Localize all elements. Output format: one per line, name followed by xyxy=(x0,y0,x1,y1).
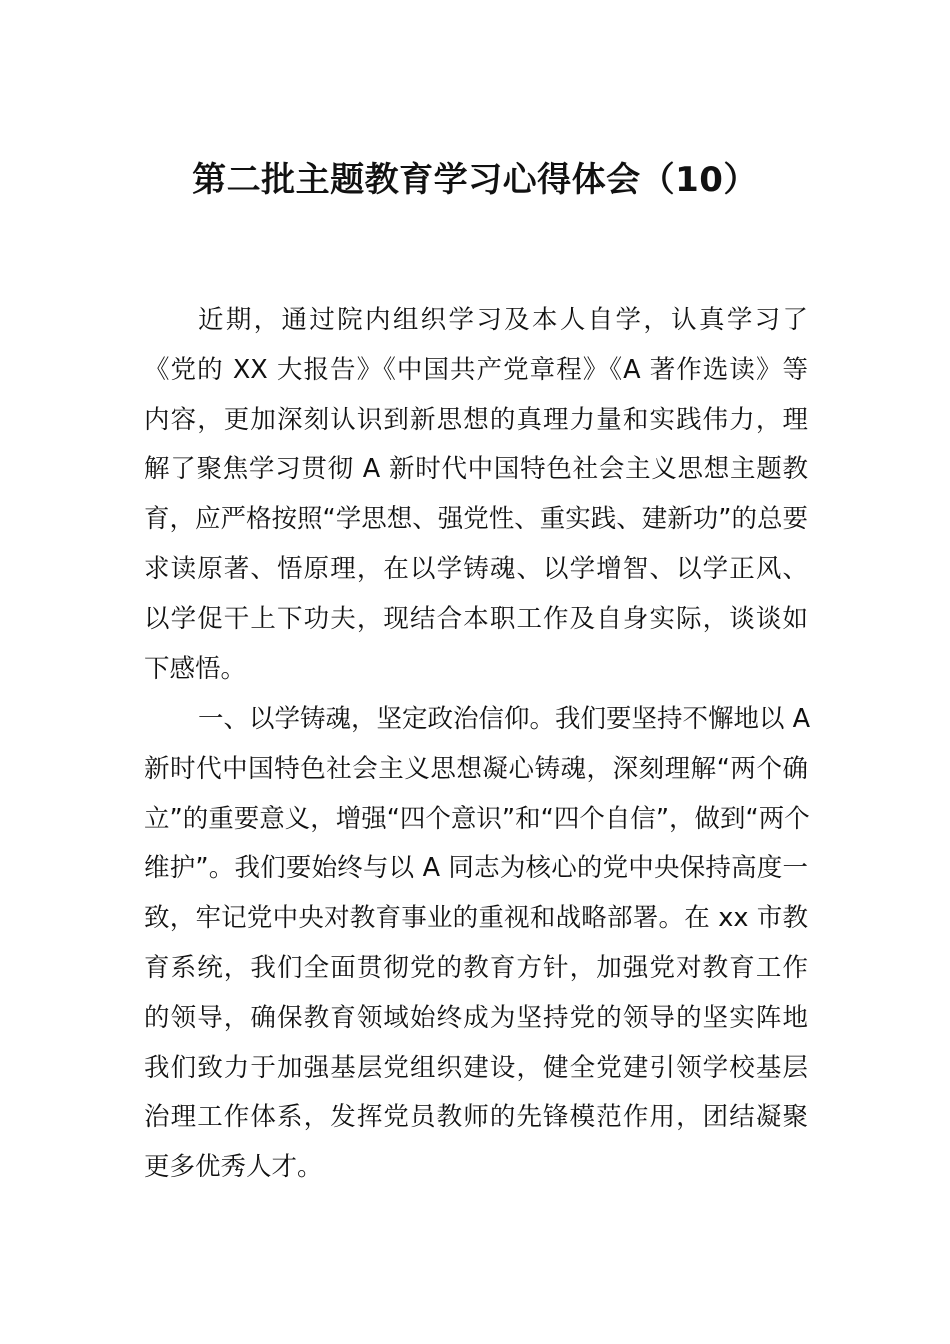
paragraph-line: 立”的重要意义，增强“四个意识”和“四个自信”，做到“两个 xyxy=(144,803,810,834)
paragraph-line: 育系统，我们全面贯彻党的教育方针，加强党对教育工作 xyxy=(144,952,808,983)
paragraph-line: 一、以学铸魂，坚定政治信仰。我们要坚持不懈地以 A xyxy=(198,704,811,734)
paragraph-intro xyxy=(144,296,808,694)
paragraph-line: 维护”。我们要始终与以 A 同志为核心的党中央保持高度一 xyxy=(144,853,808,884)
paragraph-line: 致，牢记党中央对教育事业的重视和战略部署。在 xx 市教 xyxy=(144,903,808,934)
paragraph-line: 更多优秀人才。 xyxy=(144,1152,323,1183)
paragraph-line: 治理工作体系，发挥党员教师的先锋模范作用，团结凝聚 xyxy=(144,1102,808,1133)
paragraph-line: 《党的 XX 大报告》《中国共产党章程》《A 著作选读》等 xyxy=(144,354,808,385)
paragraph-line: 我们致力于加强基层党组织建设，健全党建引领学校基层 xyxy=(144,1052,808,1083)
paragraph-line: 以学促干上下功夫，现结合本职工作及自身实际，谈谈如 xyxy=(144,603,808,634)
paragraph-line: 的领导，确保教育领域始终成为坚持党的领导的坚实阵地 xyxy=(144,1002,808,1033)
paragraph-line: 育，应严格按照“学思想、强党性、重实践、建新功”的总要 xyxy=(144,504,808,535)
paragraph-line: 新时代中国特色社会主义思想凝心铸魂，深刻理解“两个确 xyxy=(144,753,808,784)
paragraph-line: 求读原著、悟原理，在以学铸魂、以学增智、以学正风、 xyxy=(144,553,808,584)
paragraph-line: 解了聚焦学习贯彻 A 新时代中国特色社会主义思想主题教 xyxy=(144,454,808,485)
paragraph-line: 下感悟。 xyxy=(144,653,247,684)
paragraph-section-one xyxy=(144,695,811,1193)
document-title: 第二批主题教育学习心得体会（10） xyxy=(192,160,758,200)
paragraph-line: 近期，通过院内组织学习及本人自学，认真学习了 xyxy=(198,305,808,335)
paragraph-line: 内容，更加深刻认识到新思想的真理力量和实践伟力，理 xyxy=(144,404,808,435)
